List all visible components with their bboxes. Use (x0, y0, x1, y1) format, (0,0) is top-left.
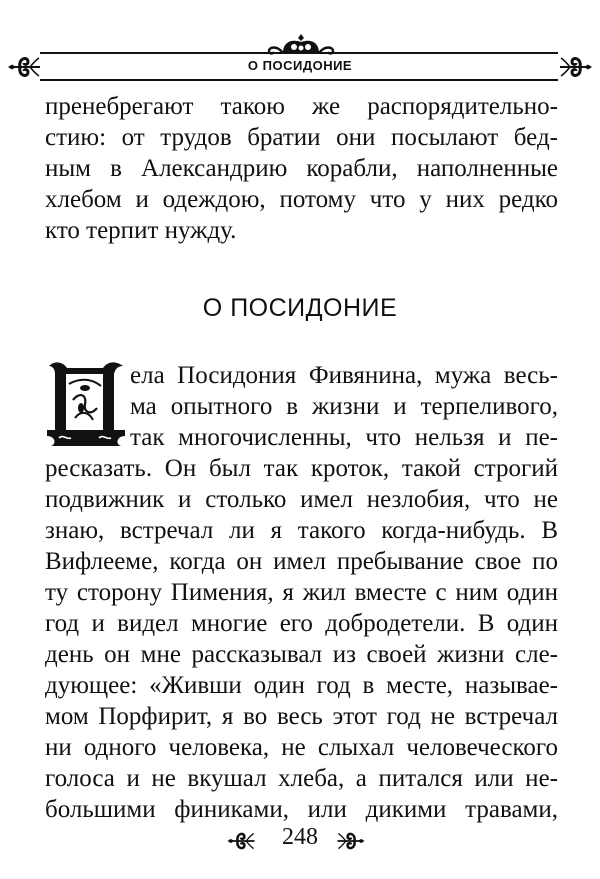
text-line: так многочисленны, что нельзя и пе- (130, 424, 558, 451)
text-line: стию: от трудов братии они посылают бед- (45, 124, 558, 151)
rule-top (40, 52, 558, 54)
text-line: пренебрегают такою же распорядительно- (45, 93, 558, 120)
svg-text:Д: Д (85, 444, 86, 445)
text-line: мом Порфирит, я во весь этот год не встречал (45, 703, 558, 730)
text-line: ни одного человека, не слыхал человеческого (45, 734, 558, 761)
section-heading: О ПОСИДОНИЕ (202, 294, 398, 322)
text-line: ресказать. Он был так кроток, такой строгий (45, 455, 558, 482)
text-line: Вифлееме, когда он имел пребывание свое по (45, 548, 558, 575)
text-line: ма опытного в жизни и терпеливого, (130, 393, 558, 420)
page-number: 248 (282, 824, 318, 850)
text-line: дующее: «Живши один год в месте, называе- (45, 672, 558, 699)
text-line: подвижник и столько имел незлобия, что не (45, 486, 558, 513)
running-head-title: О ПОСИДОНИЕ (247, 58, 353, 73)
section-body (45, 360, 558, 825)
fleuron-right-icon (558, 54, 594, 80)
text-line: день он мне рассказывал из своей жизни сле- (45, 641, 558, 668)
text-line: знаю, встречал ли я такого когда-нибудь. В (45, 517, 558, 544)
page-footer (0, 822, 600, 862)
fleuron-right-icon (335, 830, 367, 852)
text-line: ела Посидония Фивянина, мужа весь- (130, 362, 558, 389)
text-line: голоса и не вкушал хлеба, а питался или не- (45, 765, 558, 792)
text-line: кто терпит нужду. (45, 217, 237, 244)
text-line: ту сторону Пимения, я жил вместе с ним один (45, 579, 558, 606)
rule-bottom (40, 79, 558, 81)
paragraph-continuation (45, 91, 558, 246)
running-head (0, 0, 600, 90)
text-line: ным в Александрию корабли, наполненные (45, 155, 558, 182)
text-line: год и видел многие его добродетели. В один (45, 610, 558, 637)
fleuron-left-icon (6, 54, 42, 80)
text-line: большими финиками, или дикими травами, (45, 796, 558, 823)
text-line: хлебом и одеждою, потому что у них редко (45, 186, 558, 213)
